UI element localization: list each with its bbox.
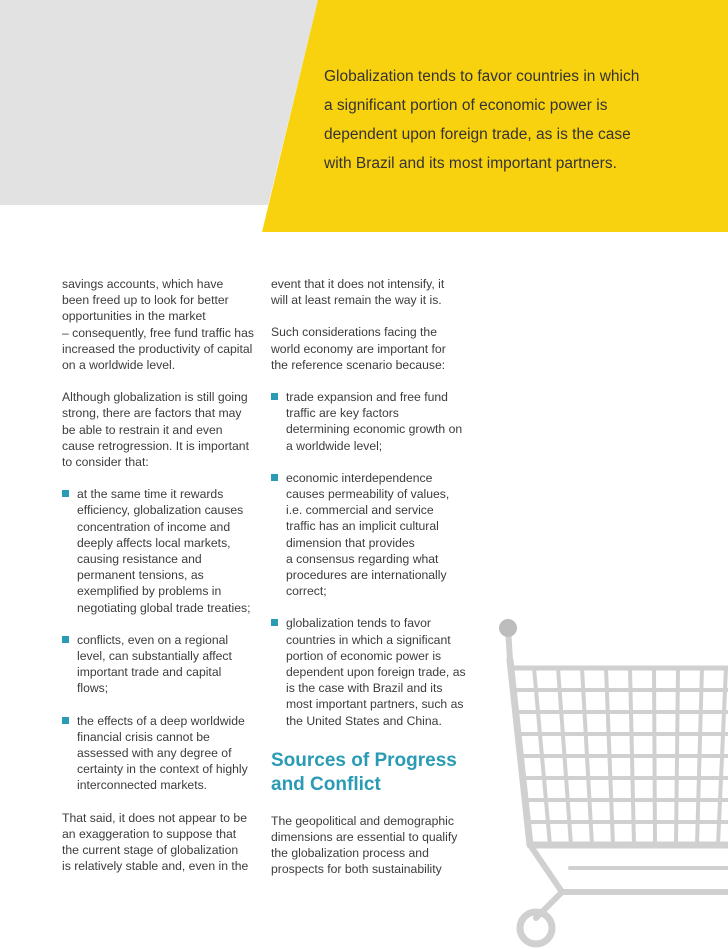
pull-quote-line: dependent upon foreign trade, as is the case — [324, 126, 631, 143]
bullet-list — [271, 389, 476, 729]
list-item — [271, 615, 476, 728]
list-item — [62, 713, 267, 794]
pull-quote — [324, 62, 714, 178]
section-heading: Sources of Progress and Conflict — [271, 749, 457, 795]
list-item-text: globalization tends to favor countries in which a significant portion of economic power is dependent upon foreign trade, as is the case with Brazil and its most important partners, such as the United States and China. — [286, 616, 466, 728]
list-item-text: the effects of a deep worldwide financial crisis cannot be assessed with any degree of certainty in the context of highly interconnected markets. — [77, 713, 248, 793]
middle-column — [271, 276, 476, 894]
body-paragraph: event that it does not intensify, it will at least remain the way it is. — [271, 277, 445, 308]
body-paragraph: The geopolitical and demographic dimensions are essential to qualify the globalization process and prospects for both sustainability — [271, 813, 458, 877]
pull-quote-line: a significant portion of economic power is — [324, 97, 608, 114]
list-item-text: conflicts, even on a regional level, can substantially affect important trade and capital flows; — [77, 632, 232, 696]
body-paragraph: Such considerations facing the world economy are important for the reference scenario because: — [271, 325, 446, 372]
list-item — [62, 632, 267, 697]
square-bullet-icon — [271, 474, 278, 481]
square-bullet-icon — [62, 717, 69, 724]
body-paragraph: Although globalization is still going strong, there are factors that may be able to restrain it and even cause retrogression. It is important to consider that: — [62, 390, 249, 470]
body-paragraph: That said, it does not appear to be an exaggeration to suppose that the current stage of globalization is relatively stable and, even in the — [62, 810, 249, 874]
list-item-text: trade expansion and free fund traffic are key factors determining economic growth on a worldwide level; — [286, 390, 463, 453]
pull-quote-line: with Brazil and its most important partners. — [324, 155, 617, 172]
square-bullet-icon — [271, 393, 278, 400]
left-column — [62, 276, 267, 891]
list-item — [62, 486, 267, 616]
banner-grey-panel — [0, 0, 318, 205]
square-bullet-icon — [62, 636, 69, 643]
list-item-text: at the same time it rewards efficiency, globalization causes concentration of income and deeply affects local markets, causing resistance and permanent tensions, as exemplified by problems in negotiating global trade treaties; — [77, 487, 251, 615]
list-item-text: economic interdependence causes permeability of values, i.e. commercial and service traffic has an implicit cultural dimension that provides a consensus regarding what procedures are internationally correct; — [286, 470, 450, 599]
bullet-list — [62, 486, 267, 793]
body-paragraph: savings accounts, which have been freed up to look for better opportunities in the market – consequently, free fund traffic has increased the productivity of capital on a worldwide level. — [62, 277, 254, 373]
square-bullet-icon — [62, 490, 69, 497]
list-item — [271, 470, 476, 600]
list-item — [271, 389, 476, 454]
shopping-cart-icon — [470, 610, 728, 950]
pull-quote-line: Globalization tends to favor countries in which — [324, 68, 640, 85]
square-bullet-icon — [271, 619, 278, 626]
